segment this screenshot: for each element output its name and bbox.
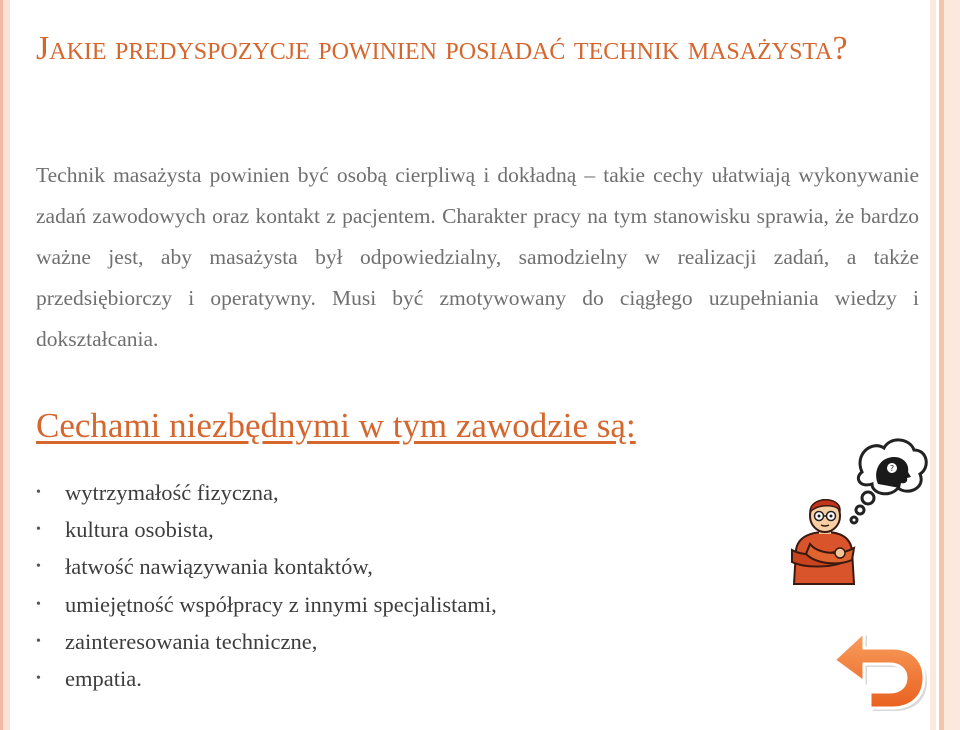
slide-title: Jakie predyspozycje powinien posiadać technik masażysta? [36,30,848,67]
list-item: • zainteresowania techniczne, [36,623,497,660]
list-item: • umiejętność współpracy z innymi specjalistami, [36,586,497,623]
bullet-marker: • [36,596,41,612]
back-arrow-icon[interactable] [830,622,928,717]
traits-list [36,474,497,697]
traits-heading: Cechami niezbędnymi w tym zawodzie są: [36,406,636,445]
list-item: • kultura osobista, [36,511,497,548]
intro-paragraph: Technik masażysta powinien być osobą cierpliwą i dokładną – takie cechy ułatwiają wykonywanie zadań zawodowych oraz kontakt z pacjentem. Charakter pracy na tym stanowisku sprawia, że bardzo ważne jest, aby masażysta był odpowiedzialny, samodzielny w realizacji zadań, a także przedsiębiorczy i operatywny. Musi być zmotywowany do ciągłego uzupełniania wiedzy i dokształcania. [36,163,919,351]
list-item: • empatia. [36,660,497,697]
bullet-marker: • [36,671,41,687]
list-item: • wytrzymałość fizyczna, [36,474,497,511]
bullet-marker: • [36,522,41,538]
bullet-marker: • [36,559,41,575]
left-decorative-border [0,0,10,730]
bullet-marker: • [36,633,41,649]
svg-text:?: ? [889,464,895,473]
thinking-man-icon [780,432,930,592]
list-item: • łatwość nawiązywania kontaktów, [36,548,497,585]
bullet-marker: • [36,485,41,500]
right-decorative-border [930,0,960,730]
